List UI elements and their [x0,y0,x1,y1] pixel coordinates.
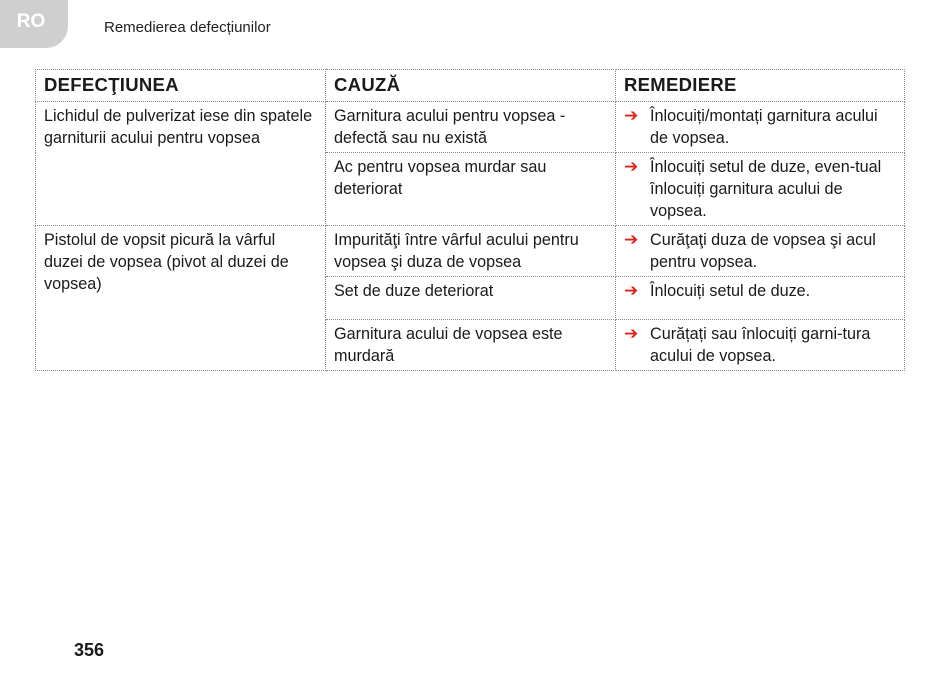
fault-cell: Pistolul de vopsit picură la vârful duzei de vopsea (pivot al duzei de vopsea) [36,226,326,371]
language-tab: RO [0,0,68,48]
column-header-remedy: REMEDIERE [616,70,905,102]
remedy-text: Curăţaţi duza de vopsea şi acul pentru vopsea. [650,231,876,271]
remedy-text: Înlocuiți setul de duze, even-tual înlocuiți garnitura acului de vopsea. [650,158,882,220]
cause-cell: Set de duze deteriorat [326,277,616,320]
remedy-text: Curățați sau înlocuiți garni-tura acului de vopsea. [650,325,871,365]
remedy-cell [616,102,905,153]
red-right-arrow-icon: ➔ [624,230,639,249]
cause-cell: Impurităţi între vârful acului pentru vopsea şi duza de vopsea [326,226,616,277]
column-header-fault: DEFECŢIUNEA [36,70,326,102]
table-header-row [36,70,905,102]
column-header-cause: CAUZĂ [326,70,616,102]
red-right-arrow-icon: ➔ [624,324,639,343]
remedy-cell [616,153,905,226]
remedy-cell [616,320,905,371]
page-number: 356 [74,640,105,660]
table-row [36,102,905,153]
red-right-arrow-icon: ➔ [624,281,639,300]
red-right-arrow-icon: ➔ [624,106,639,125]
cause-cell: Garnitura acului de vopsea este murdară [326,320,616,371]
section-title: Remedierea defecțiunilor [104,19,271,36]
remedy-text: Înlocuiți setul de duze. [650,282,811,300]
remedy-text: Înlocuiți/montați garnitura acului de vopsea. [650,107,878,147]
remedy-cell [616,277,905,320]
remedy-cell [616,226,905,277]
table-row [36,226,905,277]
red-right-arrow-icon: ➔ [624,157,639,176]
cause-cell: Ac pentru vopsea murdar sau deteriorat [326,153,616,226]
cause-cell: Garnitura acului pentru vopsea - defectă sau nu există [326,102,616,153]
fault-cell: Lichidul de pulverizat iese din spatele garniturii acului pentru vopsea [36,102,326,226]
troubleshooting-table [35,69,905,371]
